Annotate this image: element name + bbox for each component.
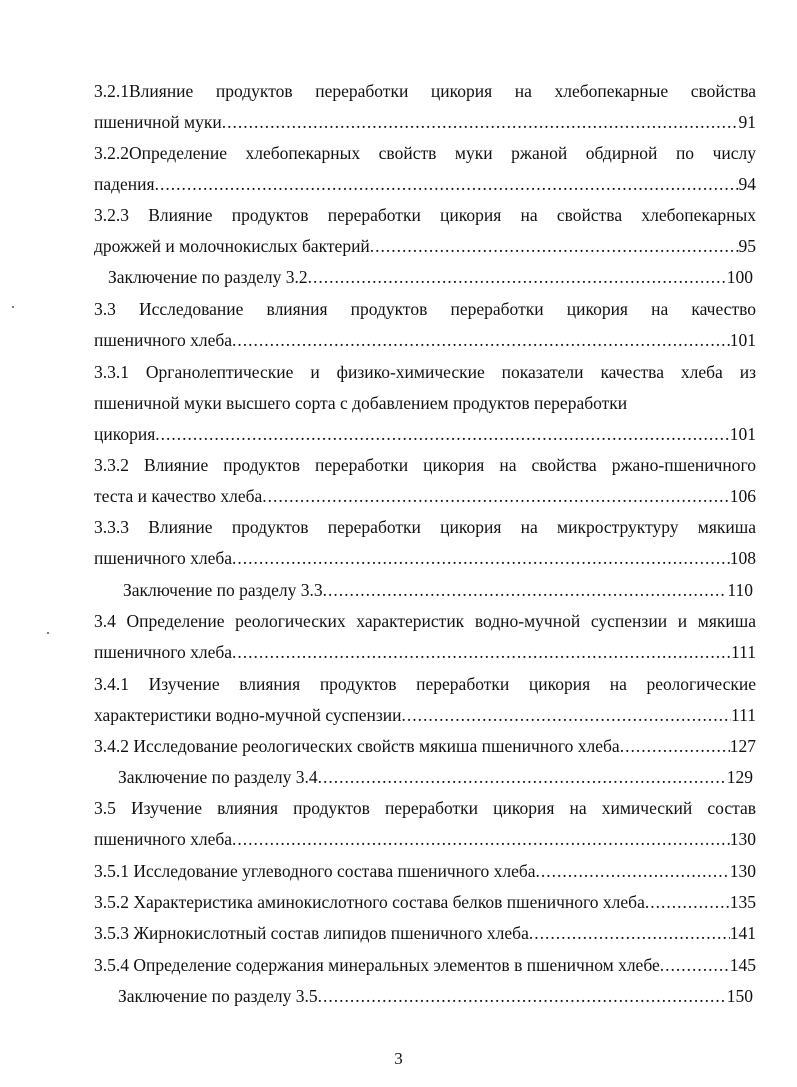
toc-line: 3.2.2Определение хлебопекарных свойств муки ржаной обдирной по числу bbox=[94, 143, 756, 163]
toc-entry-title: пшеничного хлеба bbox=[94, 829, 233, 849]
toc-page-number: 141 bbox=[729, 923, 756, 943]
toc-entry-title: Заключение по разделу 3.4 bbox=[118, 767, 318, 787]
toc-page-number: 130 bbox=[729, 861, 756, 881]
toc-page-number: 111 bbox=[731, 705, 756, 725]
toc-line: 3.3.2 Влияние продуктов переработки цикория на свойства ржано-пшеничного bbox=[94, 455, 756, 475]
toc-entry-conclusion-3-3[interactable] bbox=[123, 578, 753, 602]
leader-dots bbox=[536, 859, 730, 883]
toc-entry-3-5-4[interactable] bbox=[94, 953, 756, 977]
toc-page-number: 101 bbox=[729, 330, 756, 350]
toc-entry-3-3-1[interactable] bbox=[94, 422, 756, 446]
toc-entry-3-4-2[interactable] bbox=[94, 734, 756, 758]
toc-entry-3-5-3[interactable] bbox=[94, 921, 756, 945]
toc-page-number: 108 bbox=[729, 548, 756, 568]
scan-speck bbox=[12, 306, 14, 308]
toc-page-number: 101 bbox=[729, 424, 756, 444]
scan-speck bbox=[47, 632, 49, 634]
toc-page-number: 127 bbox=[729, 736, 756, 756]
toc-entry-3-4[interactable] bbox=[94, 640, 756, 664]
toc-entry-3-5-2[interactable] bbox=[94, 890, 756, 914]
toc-page-number: 106 bbox=[729, 486, 756, 506]
leader-dots bbox=[222, 110, 739, 134]
toc-entry-title: 3.4.2 Исследование реологических свойств мякиша пшеничного хлеба bbox=[94, 736, 620, 756]
toc-entry-3-5-1[interactable] bbox=[94, 859, 756, 883]
toc-line: 3.2.3 Влияние продуктов переработки цикория на свойства хлебопекарных bbox=[94, 205, 756, 225]
page-number: 3 bbox=[394, 1049, 403, 1068]
leader-dots bbox=[232, 328, 730, 352]
toc-entry-title: дрожжей и молочнокислых бактерий bbox=[94, 236, 370, 256]
leader-dots bbox=[232, 546, 730, 570]
toc-line: 3.3 Исследование влияния продуктов переработки цикория на качество bbox=[94, 299, 756, 319]
toc-entry-title: 3.5.4 Определение содержания минеральных элементов в пшеничном хлебе bbox=[94, 955, 660, 975]
toc-page-number: 135 bbox=[729, 892, 756, 912]
toc-page-number: 145 bbox=[729, 955, 756, 975]
toc-entry-3-2-2[interactable] bbox=[94, 172, 756, 196]
leader-dots bbox=[232, 640, 731, 664]
leader-dots bbox=[308, 265, 727, 289]
toc-entry-title: пшеничного хлеба bbox=[94, 642, 233, 662]
toc-entry-conclusion-3-5[interactable] bbox=[118, 984, 753, 1008]
toc-page-number: 150 bbox=[726, 986, 753, 1006]
toc-entry-title: пшеничной муки bbox=[94, 112, 222, 132]
toc-entry-title: цикория bbox=[94, 424, 156, 444]
toc-entry-title: пшеничного хлеба bbox=[94, 330, 233, 350]
toc-page-number: 91 bbox=[738, 112, 756, 132]
leader-dots bbox=[232, 827, 730, 851]
toc-entry-title: пшеничного хлеба bbox=[94, 548, 233, 568]
toc-page-number: 130 bbox=[729, 829, 756, 849]
leader-dots bbox=[262, 484, 729, 508]
leader-dots bbox=[155, 172, 739, 196]
toc-page-number: 100 bbox=[726, 267, 753, 287]
toc-line: 3.2.1Влияние продуктов переработки цикория на хлебопекарные свойства bbox=[94, 81, 756, 101]
toc-entry-conclusion-3-4[interactable] bbox=[118, 765, 753, 789]
leader-dots bbox=[660, 953, 730, 977]
toc-page-number: 111 bbox=[731, 642, 756, 662]
toc-page-number: 110 bbox=[727, 580, 753, 600]
leader-dots bbox=[402, 703, 732, 727]
toc-entry-title: падения bbox=[94, 174, 155, 194]
toc-entry-title: 3.5.2 Характеристика аминокислотного состава белков пшеничного хлеба bbox=[94, 892, 645, 912]
toc-line: 3.3.3 Влияние продуктов переработки цикория на микроструктуру мякиша bbox=[94, 517, 756, 537]
toc-page-number: 94 bbox=[738, 174, 756, 194]
toc-entry-title: 3.5.3 Жирнокислотный состав липидов пшеничного хлеба bbox=[94, 923, 529, 943]
leader-dots bbox=[620, 734, 730, 758]
toc-entry-3-3-3[interactable] bbox=[94, 546, 756, 570]
toc-entry-title: характеристики водно-мучной суспензии bbox=[94, 705, 402, 725]
toc-entry-3-5[interactable] bbox=[94, 827, 756, 851]
toc-page-number: 95 bbox=[738, 236, 756, 256]
toc-entry-3-2-3[interactable] bbox=[94, 234, 756, 258]
leader-dots bbox=[318, 984, 727, 1008]
toc-entry-conclusion-3-2[interactable] bbox=[108, 265, 753, 289]
toc-entry-title: 3.5.1 Исследование углеводного состава пшеничного хлеба bbox=[94, 861, 536, 881]
toc-entry-title: Заключение по разделу 3.3 bbox=[123, 580, 323, 600]
toc-line: 3.5 Изучение влияния продуктов переработки цикория на химический состав bbox=[94, 798, 756, 818]
toc-page-number: 129 bbox=[726, 767, 753, 787]
leader-dots bbox=[318, 765, 727, 789]
toc-entry-3-3-2[interactable] bbox=[94, 484, 756, 508]
toc-entry-3-2-1[interactable] bbox=[94, 110, 756, 134]
toc-line: 3.4 Определение реологических характеристик водно-мучной суспензии и мякиша bbox=[94, 611, 756, 631]
toc-line: 3.3.1 Органолептические и физико-химические показатели качества хлеба из bbox=[94, 362, 756, 382]
leader-dots bbox=[645, 890, 730, 914]
toc-entry-3-3[interactable] bbox=[94, 328, 756, 352]
toc-line: 3.4.1 Изучение влияния продуктов переработки цикория на реологические bbox=[94, 674, 756, 694]
toc-entry-3-4-1[interactable] bbox=[94, 703, 756, 727]
toc-entry-title: Заключение по разделу 3.2 bbox=[108, 267, 308, 287]
leader-dots bbox=[323, 578, 728, 602]
toc-entry-title: теста и качество хлеба bbox=[94, 486, 263, 506]
toc-line: пшеничной муки высшего сорта с добавлением продуктов переработки bbox=[94, 393, 628, 413]
leader-dots bbox=[370, 234, 739, 258]
toc-entry-title: Заключение по разделу 3.5 bbox=[118, 986, 318, 1006]
leader-dots bbox=[155, 422, 729, 446]
leader-dots bbox=[529, 921, 730, 945]
